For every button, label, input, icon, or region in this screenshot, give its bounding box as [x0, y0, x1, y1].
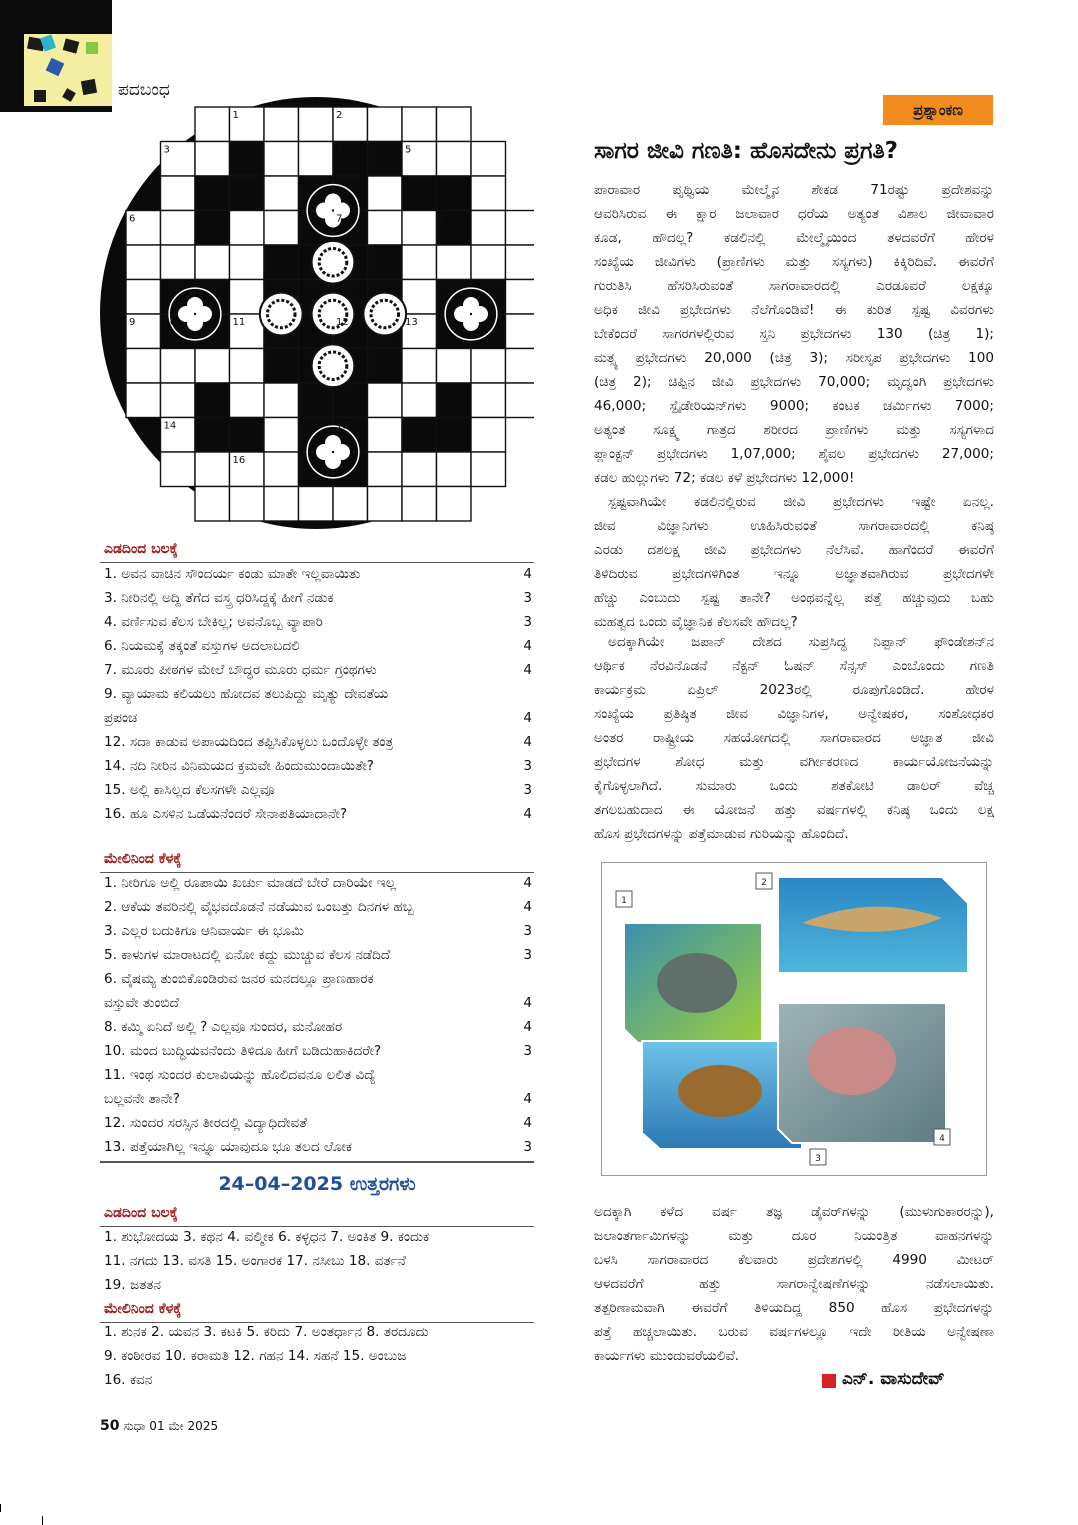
article-line: ಜೀವ ವಿಜ್ಞಾನಿಗಳು ಊಹಿಸಿರುವಂತೆ ಸಾಗರಾವಾರದಲ್ಲಿ ಕನಿಷ್ಠ: [594, 518, 994, 534]
crossword-cell: [264, 487, 299, 522]
crossword-cell: [402, 452, 437, 487]
page-footer: [100, 1418, 218, 1434]
article-line: ಮತ್ಸ್ಯ ಪ್ರಭೇದಗಳು 20,000 (ಚಿತ್ರ 3); ಸರೀಸೃಪ ಪ್ರಭೇದಗಳು 100: [594, 350, 994, 366]
crossword-cell: [368, 176, 403, 211]
crossword-number: 3: [163, 144, 170, 156]
article-line: ಜಲಾಂತರ್ಗಾಮಿಗಳನ್ನು ಮತ್ತು ದೂರ ನಿಯಂತ್ರಿತ ವಾಹನಗಳನ್ನು: [594, 1228, 994, 1244]
crossword-cell: [402, 383, 437, 418]
article-line: ಸಂಖ್ಯೆಯ ಜೀವಿಗಳು (ಪ್ರಾಣಿಗಳು ಮತ್ತು ಸಸ್ಯಗಳು) ಕಿಕ್ಕಿರಿದಿವೆ. ಈವರೆಗೆ: [594, 254, 994, 270]
crossword-block: [402, 418, 437, 453]
crossword-block: [333, 383, 368, 418]
crossword-cell: [368, 383, 403, 418]
crossword-cell: [471, 349, 506, 384]
clue-text: 16. ಹೂ ಎಸಳಿನ ಒಡೆಯನೆಂದರೆ ಸೇನಾಪತಿಯಾದಾನೇ?: [104, 806, 348, 822]
crossword-cell: [471, 452, 506, 487]
crossword-cell: [299, 487, 334, 522]
article-line: 46,000; ಸ್ಪೈಡೇರಿಯನ್‌ಗಳು 9000; ಕಂಟಕ ಚರ್ಮಿಗಳು 7000;: [594, 398, 994, 414]
crossword-cell: [195, 452, 230, 487]
clue-row: [104, 610, 534, 634]
crossword-cell: [161, 452, 196, 487]
crossword-cell: [126, 383, 161, 418]
crossword-block: [264, 349, 299, 384]
clue-row: [104, 658, 534, 682]
crossword-cell: [264, 142, 299, 177]
clue-row: [104, 1015, 534, 1039]
clue-row: [104, 919, 534, 943]
article-line: ಅಂತರ ರಾಷ್ಟ್ರೀಯ ಸಹಯೋಗದಲ್ಲಿ ಸಾಗರಾವಾರದ ಅಜ್ಞಾತ ಜೀವಿ: [594, 730, 994, 746]
crossword-block: [195, 176, 230, 211]
clue-row: [104, 634, 534, 658]
category-badge: ಪ್ರಶ್ನಾಂಕಣ: [883, 95, 993, 125]
crossword-cell: [230, 280, 265, 315]
crossword-block: [230, 142, 265, 177]
crossword-cell: [368, 107, 403, 142]
clue-length: 4: [523, 662, 532, 678]
article-line: ಅದಕ್ಕಾಗಿ ಕಳೆದ ವರ್ಷ ತಜ್ಞ ಡೈವರ್‌ಗಳನ್ನು (ಮುಳುಗುಕಾರರನ್ನು),: [594, 1204, 994, 1220]
crossword-cell: [437, 142, 472, 177]
crossword-block: [368, 349, 403, 384]
clue-row: [104, 706, 534, 730]
figure-label: 3: [815, 1154, 821, 1164]
article-figure: [601, 862, 987, 1176]
clue-text: 13. ಪತ್ತೆಯಾಗಿಲ್ಲ ಇನ್ನೂ ಯಾವುದೂ ಭೂ ತಲದ ಲೋಕ: [104, 1139, 352, 1155]
shark-photo: [778, 877, 968, 973]
article-line: ಕಡಲ ಹುಲ್ಲುಗಳು 72; ಕಡಲ ಕಳೆ ಪ್ರಭೇದಗಳು 12,000!: [594, 470, 855, 486]
clue-length: 3: [523, 758, 532, 774]
article-line: (ಚಿತ್ರ 2); ಚಿಪ್ಪಿನ ಜೀವಿ ಪ್ರಭೇದಗಳು 70,000; ಮೃದ್ವಂಗಿ ಪ್ರಭೇದಗಳು: [594, 374, 994, 390]
answer-line: 11. ನಗದು 13. ವಸತಿ 15. ಅಂಗಾರಕ 17. ನಸೀಬು 18. ವರ್ತನೆ: [104, 1253, 406, 1269]
crossword-number: 15: [336, 420, 349, 432]
crossword-cell: [230, 245, 265, 280]
clue-length: 3: [523, 590, 532, 606]
article-line: ಅಧಿಕ ಜೀವಿ ಪ್ರಭೇದಗಳು ನೆಲೆಗೊಂಡಿವೆ! ಈ ಕುರಿತ ಸ್ಪಷ್ಟ ವಿವರಗಳು: [594, 302, 994, 318]
crossword-block: [402, 176, 437, 211]
crossword-block: [368, 245, 403, 280]
clue-text: 9. ವ್ಯಾಯಾಮ ಕಲಿಯಲು ಹೋದವ ತಲುಪಿದ್ದು ಮೃತ್ಯು ದೇವತೆಯ: [104, 686, 389, 702]
crossword-cell: [195, 349, 230, 384]
crossword-block: [299, 383, 334, 418]
crossword-cell: [264, 176, 299, 211]
octopus-photo: [778, 1003, 946, 1143]
clue-length: 4: [523, 566, 532, 582]
crossword-cell: [161, 383, 196, 418]
crossword-cell: [471, 418, 506, 453]
crossword-cell: [471, 142, 506, 177]
crossword-number: 7: [336, 213, 343, 225]
article-line: ಪ್ರಭೇದಗಳ ಶೋಧ ಮತ್ತು ವರ್ಗೀಕರಣದ ಕಾರ್ಯಯೋಜನೆಯನ್ನು: [594, 754, 994, 770]
crossword-number: 2: [336, 110, 343, 121]
answer-line: 1. ಶುನಕ 2. ಯವನ 3. ಕಟಕಿ 5. ಕರಿದು 7. ಅಂತರ್ಧಾನ 8. ತರದೂದು: [104, 1324, 429, 1340]
answers-across-heading: ಎಡದಿಂದ ಬಲಕ್ಕೆ: [104, 1205, 178, 1221]
crossword-cell: [299, 142, 334, 177]
clue-row: [104, 1039, 534, 1063]
figure-label: 1: [621, 896, 627, 906]
clue-text: 8. ಕಮ್ಮಿ ಏನಿದೆ ಅಲ್ಲಿ ? ಎಲ್ಲವೂ ಸುಂದರ, ಮನೋಹರ: [104, 1019, 343, 1035]
crossword-number: 11: [232, 317, 246, 328]
crossword-cell: [368, 452, 403, 487]
crossword-block: [195, 418, 230, 453]
clue-length: 3: [523, 1043, 532, 1059]
answers-down-heading: ಮೇಲಿನಿಂದ ಕೆಳಕ್ಕೆ: [104, 1301, 182, 1317]
clue-text: 12. ಸುಂದರ ಸರಸ್ಸಿನ ತೀರದಲ್ಲಿ ವಿದ್ಯಾಧಿದೇವತೆ: [104, 1115, 308, 1131]
crossword-cell: [126, 245, 161, 280]
article-line: ಸ್ಪಷ್ಟವಾಗಿಯೇ ಕಡಲಿನಲ್ಲಿರುವ ಜೀವಿ ಪ್ರಭೇದಗಳು ಇಷ್ಟೇ ಏನಲ್ಲ.: [608, 494, 994, 510]
crossword-block: [368, 142, 403, 177]
crossword-number: 14: [163, 420, 177, 432]
crossword-cell: [437, 107, 472, 142]
crossword-cell: [299, 107, 334, 142]
crossword-block: [437, 176, 472, 211]
answer-line: 19. ಜತತನ: [104, 1277, 162, 1293]
crossword-cell: [230, 383, 265, 418]
clue-text: 6. ವೈಷಮ್ಯ ತುಂಬಿಕೊಂಡಿರುವ ಜನರ ಮನದಲ್ಲೂ ಪ್ರಾಣಹಾರಕ: [104, 971, 374, 987]
clue-text: 5. ಕಾಳುಗಳ ಮಾರಾಟದಲ್ಲಿ ಏನೋ ಕದ್ದು ಮುಚ್ಚುವ ಕೆಲಸ ನಡೆದಿದೆ: [104, 947, 391, 963]
manatee-photo: [624, 923, 762, 1043]
article-line: ತಿಳಿದಿರುವ ಪ್ರಭೇದಗಳಿಗಿಂತ ಇನ್ನೂ ಅಜ್ಞಾತವಾಗಿರುವ ಪ್ರಭೇದಗಳೇ: [594, 566, 994, 582]
clue-row: [104, 778, 534, 802]
crossword-cell: [437, 245, 472, 280]
crossword-cell: [230, 211, 265, 246]
crossword-cell: [195, 107, 230, 142]
clue-text: 1. ನೀರಿಗೂ ಅಲ್ಲಿ ರೂಪಾಯಿ ಖರ್ಚು ಮಾಡದೆ ಬೇರೆ ದಾರಿಯೇ ಇಲ್ಲ: [104, 875, 397, 891]
crossword-cell: [506, 383, 535, 418]
article-line: ಪತ್ತೆ ಹಚ್ಚಲಾಯಿತು. ಬರುವ ವರ್ಷಗಳಲ್ಲೂ ಇದೇ ರೀತಿಯ ಅನ್ವೇಷಣಾ: [594, 1324, 994, 1340]
crop-mark: [0, 1504, 1, 1512]
clue-row: [104, 1063, 534, 1087]
clue-row: [104, 586, 534, 610]
crossword-cell: [471, 383, 506, 418]
clue-row: [104, 1111, 534, 1135]
clue-text: ಬಲ್ಲವನೇ ತಾನೇ?: [104, 1091, 180, 1107]
answer-line: 1. ಶುಭೋದಯ 3. ಕಥನ 4. ವಲ್ಮೀಕ 6. ಕಳ್ಳಧನ 7. ಅಂಕಿತ 9. ಕಂದುಕ: [104, 1229, 430, 1245]
crossword-cell: [126, 349, 161, 384]
crossword-cell: [126, 280, 161, 315]
article-line: ಮಹತ್ವದ ಒಂದು ವೈಜ್ಞಾನಿಕ ಕೆಲಸವೇ ಹೌದಲ್ಲ?: [594, 614, 798, 630]
crossword-block: [195, 383, 230, 418]
footer-text: ಸುಧಾ 01 ಮೇ 2025: [123, 1419, 219, 1433]
crossword-number: 9: [129, 317, 136, 328]
clue-text: 7. ಮೂರು ಪೀಠಗಳ ಮೇಲೆ ಬೌದ್ಧರ ಮೂರು ಧರ್ಮ ಗ್ರಂಥಗಳು: [104, 662, 377, 678]
across-heading: ಎಡದಿಂದ ಬಲಕ್ಕೆ: [104, 541, 178, 557]
article-line: ಕೈಗೊಳ್ಳಲಾಗಿದೆ. ಸುಮಾರು ಒಂದು ಶತಕೋಟಿ ಡಾಲರ್ ವೆಚ್ಚ: [594, 778, 994, 794]
clue-row: [104, 1087, 534, 1111]
clue-row: [104, 943, 534, 967]
crossword-cell: [506, 211, 535, 246]
article-headline: ಸಾಗರ ಜೀವಿ ಗಣತಿ: ಹೊಸದೇನು ಪ್ರಗತಿ?: [594, 138, 899, 164]
crossword-cell: [230, 487, 265, 522]
clue-length: 3: [523, 782, 532, 798]
article-line: ಹೊಸ ಪ್ರಭೇದಗಳನ್ನು ಪತ್ತೆಮಾಡುವ ಗುರಿಯನ್ನು ಹೊಂದಿದೆ.: [594, 826, 849, 842]
clue-row: [104, 562, 534, 586]
clue-length: 3: [523, 947, 532, 963]
crossword-block: [437, 383, 472, 418]
article-line: ಕಾರ್ಯಕ್ರಮ ಏಪ್ರಿಲ್ 2023ರಲ್ಲಿ ರೂಪುಗೊಂಡಿದೆ. ಹೇರಳ: [594, 682, 994, 698]
answer-line: 16. ಕವನ: [104, 1372, 153, 1388]
flower-petal: [316, 203, 332, 219]
article-line: ಗುರುತಿಸಿ ಹೆಸರಿಸಿರುವಂತೆ ಸಾಗರಾವಾರದಲ್ಲಿ ಎರಡೂವರೆ ಲಕ್ಷಕ್ಕೂ: [594, 278, 994, 294]
article-line: ಹೆಚ್ಚು ಎಂಬುದು ಸ್ಪಷ್ಟ ತಾನೇ? ಅಂಥವನ್ನೆಲ್ಲ ಪತ್ತೆ ಹಚ್ಚುವುದು ಬಹು: [594, 590, 994, 606]
clue-length: 4: [523, 1019, 532, 1035]
clue-text: 3. ನೀರಿನಲ್ಲಿ ಅದ್ದಿ ತೆಗೆದ ವಸ್ತ್ರ ಧರಿಸಿದ್ದಕ್ಕೆ ಹೀಗೆ ನಡುಕ: [104, 590, 334, 606]
clue-text: ಪ್ರಪಂಚ: [104, 710, 138, 726]
crossword-cell: [402, 349, 437, 384]
clue-length: 4: [523, 638, 532, 654]
article-line: ಆಳದವರೆಗೆ ಹತ್ತು ಸಾಗರಾನ್ವೇಷಣೆಗಳನ್ನು ನಡೆಸಲಾಯಿತು.: [594, 1276, 994, 1292]
crossword-cell: [333, 487, 368, 522]
author-marker: [822, 1374, 836, 1388]
crossword-block: [264, 245, 299, 280]
clue-text: 6. ನಿಯಮಕ್ಕೆ ತಕ್ಕಂತೆ ವಸ್ತುಗಳ ಅದಲಾಬದಲಿ: [104, 638, 300, 654]
clue-row: [104, 1135, 534, 1159]
clue-length: 4: [523, 995, 532, 1011]
article-line: ತಗಲಬಹುದಾದ ಈ ಯೋಜನೆ ಹತ್ತು ವರ್ಷಗಳಲ್ಲಿ ಕನಿಷ್ಠ ಒಂದು ಲಕ್ಷ: [594, 802, 994, 818]
clue-length: 4: [523, 1115, 532, 1131]
article-line: ಪಾರಾವಾರ ಪೃಥ್ವಿಯ ಮೇಲ್ಮೈನ ಶೇಕಡ 71ರಷ್ಟು ಪ್ರದೇಶವನ್ನು: [594, 182, 994, 198]
clue-row: [104, 967, 534, 991]
crossword-number: 13: [405, 317, 418, 328]
clue-text: 12. ಸದಾ ಕಾಡುವ ಅಪಾಯದಿಂದ ತಪ್ಪಿಸಿಕೊಳ್ಳಲು ಒಂದೊಳ್ಳೇ ತಂತ್ರ: [104, 734, 394, 750]
crossword-cell: [437, 349, 472, 384]
clue-text: 15. ಅಲ್ಲಿ ಕಾಸಿಲ್ಲದ ಕೆಲಸಗಳೇ ಎಲ್ಲವೂ: [104, 782, 275, 798]
crossword-block: [437, 418, 472, 453]
article-line: ಅದಕ್ಕಾಗಿಯೇ ಜಪಾನ್ ದೇಶದ ಸುಪ್ರಸಿದ್ಧ ನಿಪ್ಪಾನ್ ಫೌಂಡೇಶನ್‌ನ: [608, 634, 994, 650]
article-line: ಬೇಕೆಂದರೆ ಸಾಗರಗಳಲ್ಲಿರುವ ಸ್ತನಿ ಪ್ರಭೇದಗಳು 130 (ಚಿತ್ರ 1);: [594, 326, 994, 342]
clue-row: [104, 871, 534, 895]
page-number: 50: [100, 1418, 120, 1434]
crossword-cell: [402, 487, 437, 522]
crossword-number: 10: [163, 317, 177, 328]
answer-line: 9. ಕಂಠೀರವ 10. ಕರಾಮತಿ 12. ಗಹನ 14. ಸಹನೆ 15. ಅಂಬುಜ: [104, 1348, 407, 1364]
clue-row: [104, 991, 534, 1015]
crossword-block: [230, 418, 265, 453]
crossword-cell: [506, 349, 535, 384]
figure-label: 2: [761, 878, 767, 888]
article-line: ಆರ್ಥಿಕ ನೆರವಿನೊಡನೆ ನೆಕ್ಟನ್ ಓಷನ್ ಸೆನ್ಸಸ್ ಎಂಬೊಂದು ಗಣತಿ: [594, 658, 994, 674]
article-line: ಅತ್ಯಂತ ಸೂಕ್ಷ್ಮ ಗಾತ್ರದ ಶರೀರದ ಪ್ರಾಣಿಗಳು ಮತ್ತು ಸಸ್ಯಗಳಾದ: [594, 422, 994, 438]
crossword-block: [230, 176, 265, 211]
clue-row: [104, 895, 534, 919]
crossword-number: 4: [336, 144, 343, 156]
divider: [100, 1161, 534, 1163]
clue-length: 4: [523, 710, 532, 726]
crossword-cell: [437, 452, 472, 487]
clue-row: [104, 730, 534, 754]
crossword-cell: [161, 176, 196, 211]
crossword-cell: [437, 487, 472, 522]
crossword-cell: [264, 107, 299, 142]
crossword-cell: [230, 349, 265, 384]
crossword-block: [195, 211, 230, 246]
crossword-cell: [368, 418, 403, 453]
clue-text: ವಸ್ತುವೇ ತುಂಬಿದೆ: [104, 995, 179, 1011]
crossword-number: 6: [129, 213, 136, 225]
author-name: ಎನ್. ವಾಸುದೇವ್: [842, 1369, 945, 1389]
article-line: ಎರಡು ದಶಲಕ್ಷ ಜೀವಿ ಪ್ರಭೇದಗಳು ನೆಲೆಸಿವೆ. ಹಾಗೆಂದರೆ ಈವರೆಗೆ: [594, 542, 994, 558]
clue-length: 3: [523, 1139, 532, 1155]
clue-text: 1. ಅವನ ವಾಚಿನ ಸೌಂದರ್ಯ ಕಂಡು ಮಾತೇ ಇಲ್ಲವಾಯಿತು: [104, 566, 361, 582]
crossword-cell: [264, 211, 299, 246]
crop-mark: [42, 1516, 43, 1525]
article-line: ಸಂಖ್ಯೆಯ ಪ್ರತಿಷ್ಠಿತ ಜೀವ ವಿಜ್ಞಾನಿಗಳ, ಅನ್ವೇಷಕರ, ಸಂಶೋಧಕರ: [594, 706, 994, 722]
crossword-cell: [402, 245, 437, 280]
clue-text: 4. ವರ್ಣಿಸುವ ಕೆಲಸ ಬೇಕಿಲ್ಲ; ಅವನೊಬ್ಬ ವ್ಯಾಪಾರಿ: [104, 614, 323, 630]
flower-petal: [316, 444, 332, 460]
flower-petal: [178, 306, 194, 322]
crossword-number: 8: [439, 213, 446, 225]
crossword-cell: [368, 487, 403, 522]
crossword-grid: [98, 95, 534, 531]
clue-row: [104, 754, 534, 778]
article-line: ಕೂಡ, ಹೌದಲ್ಲ? ಕಡಲಿನಲ್ಲಿ ಮೇಲ್ಮೈಯಿಂದ ತಳದವರೆಗೆ ಹೇರಳ: [594, 230, 994, 246]
article-line: ಬಳಸಿ ಸಾಗರಾವಾರದ ಕೆಲವಾರು ಪ್ರದೇಶಗಳಲ್ಲಿ 4990 ಮೀಟರ್: [594, 1252, 994, 1268]
crossword-cell: [506, 280, 535, 315]
crossword-cell: [471, 245, 506, 280]
crossword-cell: [471, 176, 506, 211]
crossword-cell: [402, 211, 437, 246]
article-line: ಕಾರ್ಯಗಳು ಮುಂದುವರೆಯಲಿವೆ.: [594, 1348, 740, 1364]
crossword-cell: [264, 383, 299, 418]
clue-length: 4: [523, 806, 532, 822]
clue-length: 4: [523, 875, 532, 891]
crossword-cell: [264, 452, 299, 487]
crossword-cell: [264, 418, 299, 453]
clue-row: [104, 682, 534, 706]
clue-row: [104, 802, 534, 826]
clue-text: 2. ಆಕೆಯ ತವರಿನಲ್ಲಿ ವೈಭವದೊಡನೆ ನಡೆಯುವ ಒಂಬತ್ತು ದಿನಗಳ ಹಬ್ಬ: [104, 899, 414, 915]
answers-title: 24–04–2025 ಉತ್ತರಗಳು: [218, 1173, 416, 1195]
crossword-cell: [402, 107, 437, 142]
crossword-cell: [161, 245, 196, 280]
crossword-cell: [506, 314, 535, 349]
flower-petal: [454, 306, 470, 322]
article-line: ಪ್ಲಾಂಕ್ಟನ್ ಪ್ರಭೇದಗಳು 1,07,000; ಶೈವಲ ಪ್ರಭೇದಗಳು 27,000;: [594, 446, 994, 462]
clue-length: 4: [523, 899, 532, 915]
article-line: ತತ್ಪರಿಣಾಮವಾಗಿ ಈವರೆಗೆ ತಿಳಿಯದಿದ್ದ 850 ಹೊಸ ಪ್ರಭೇದಗಳನ್ನು: [594, 1300, 994, 1316]
crossword-cell: [368, 211, 403, 246]
crossword-cell: [402, 280, 437, 315]
figure-label: 4: [939, 1134, 945, 1144]
clue-text: 3. ಎಲ್ಲರ ಬದುಕಿಗೂ ಆನಿವಾರ್ಯ ಈ ಭೂಮಿ: [104, 923, 305, 939]
down-heading: ಮೇಲಿನಿಂದ ಕೆಳಕ್ಕೆ: [104, 851, 182, 867]
clue-text: 14. ನದಿ ನೀರಿನ ವಿನಿಮಯದ ಕ್ರಮವೇ ಹಿಂದುಮುಂದಾಯಿತೇ?: [104, 758, 374, 774]
crossword-cell: [471, 211, 506, 246]
crossword-cell: [195, 142, 230, 177]
crossword-cell: [506, 245, 535, 280]
crossword-number: 12: [336, 317, 349, 328]
crossword-cell: [195, 487, 230, 522]
clue-length: 4: [523, 734, 532, 750]
section-label: ಪದಬಂಧ: [118, 80, 170, 100]
article-line: ಆವರಿಸಿರುವ ಈ ಕ್ಷಾರ ಜಲಾವಾರ ಧರೆಯ ಅತ್ಯಂತ ವಿಶಾಲ ಜೀವಾವಾರ: [594, 206, 994, 222]
crossword-number: 1: [232, 110, 239, 121]
crossword-cell: [195, 245, 230, 280]
crossword-cell: [161, 349, 196, 384]
clue-length: 3: [523, 923, 532, 939]
crossword-number: 16: [232, 455, 246, 466]
crossword-number: 5: [405, 144, 412, 156]
clue-length: 4: [523, 1091, 532, 1107]
clue-text: 11. ಇಂಥ ಸುಂದರ ಕುಲಾವಿಯನ್ನು ಹೊಲಿದವನೂ ಲಲಿತ ವಿದ್ಯೆ: [104, 1067, 376, 1083]
crossword-cell: [161, 211, 196, 246]
clue-text: 10. ಮಂದ ಬುದ್ಧಿಯವನೆಂದು ತಿಳಿದೂ ಹೀಗೆ ಬಡಿದುಹಾಕಿದರೇ?: [104, 1043, 382, 1059]
clue-length: 3: [523, 614, 532, 630]
